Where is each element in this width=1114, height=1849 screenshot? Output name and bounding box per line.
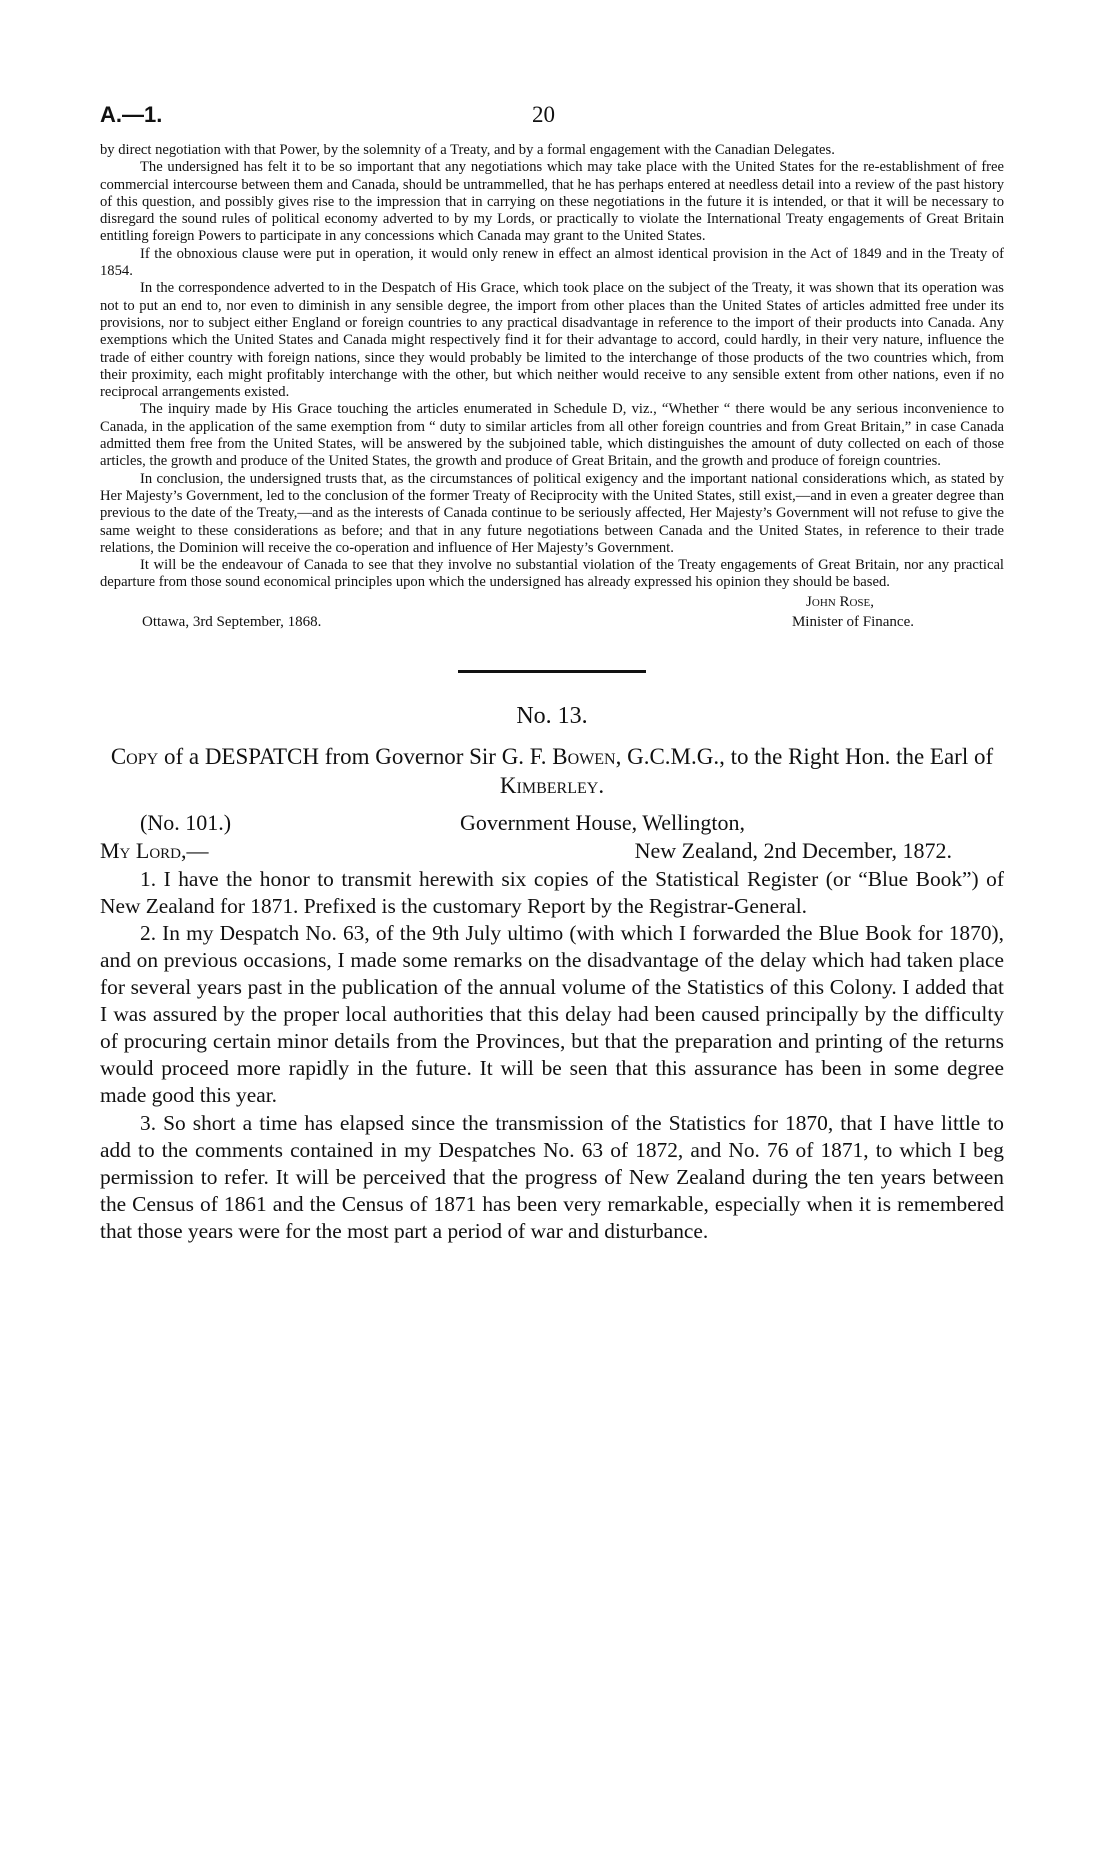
despatch-paragraph: 2. In my Despatch No. 63, of the 9th July ultimo (with which I forwarded the Blue Book for 1870), and on previous occasions, I made some remarks on the disadvantage of the delay which had taken place for several years past in the publication of the annual volume of the Statistics of this Colony. I added that I was assured by the proper local authorities that this delay had been caused principally by the difficulty of procuring certain minor details from the Provinces, but that the preparation and printing of the returns would proceed more rapidly in the future. It will be seen that this assurance has been in some degree made good this year.: [100, 920, 1004, 1108]
despatch-address: [100, 808, 1004, 866]
letter-paragraph: If the obnoxious clause were put in operation, it would only renew in effect an almost identical provision in the Act of 1849 and in the Treaty of 1854.: [100, 245, 1004, 280]
letter-paragraph: by direct negotiation with that Power, by the solemnity of a Treaty, and by a formal engagement with the Canadian Delegates.: [100, 142, 835, 158]
document-page: [100, 96, 1004, 1245]
running-head: [100, 96, 1004, 130]
despatch-paragraph: 3. So short a time has elapsed since the transmission of the Statistics for 1870, that I have little to add to the comments contained in my Despatches No. 63 of 1872, and No. 76 of 1871, to which I beg permission to refer. It will be perceived that the progress of New Zealand during the ten years between the Census of 1861 and the Census of 1871 has been very remarkable, especially when it is remembered that those years were for the most part a period of war and disturbance.: [100, 1110, 1004, 1243]
despatch-body: [100, 866, 1004, 1245]
heading-text: .: [598, 772, 605, 798]
address-line: Government House, Wellington,: [460, 809, 746, 835]
heading-sender: Bowen: [552, 743, 616, 769]
despatch-heading: [100, 742, 1004, 800]
signatory-name: John Rose,: [806, 593, 874, 610]
letter-paragraph: The undersigned has felt it to be so important that any negotiations which may take place with the United States for the re-establishment of free commercial intercourse between them and Canada, should be untrammelled, that he has perhaps entered at needless detail into a review of the past history of this question, and possibly gives rise to the impression that in carrying on these negotiations in the future it is intended, or that it will be necessary to disregard the sound rules of political economy adverted to by my Lords, or practically to violate the International Treaty engagements of Great Britain entitling foreign Powers to participate in any concessions which Canada may grant to the United States.: [100, 159, 1004, 245]
despatch-no: (No. 101.): [140, 809, 232, 835]
signatory-title: Minister of Finance.: [791, 613, 914, 630]
document-reference: A.—1.: [100, 102, 163, 127]
salutation: My Lord,—: [100, 837, 209, 863]
section-divider: [458, 670, 646, 673]
heading-copy: Copy: [110, 743, 159, 769]
letter-body: [100, 142, 1004, 592]
page-number: 20: [532, 102, 555, 127]
signature-block: [100, 594, 1004, 634]
despatch-paragraph: 1. I have the honor to transmit herewith six copies of the Statistical Register (or “Blue Book”) of New Zealand for 1871. Prefixed is the customary Report by the Registrar-General.: [100, 866, 1004, 918]
despatch-number: No. 13.: [516, 702, 588, 729]
letter-paragraph: In the correspondence adverted to in the Despatch of His Grace, which took place on the subject of the Treaty, it was shown that its operation was not to put an end to, nor even to diminish in any sensible degree, the import from other places than the United States of articles admitted free under its provisions, nor to subject either England or foreign countries to any practical disadvantage in reference to the import of their products into Canada. Any exemptions which the United States and Canada might respectively find it for their advantage to accord, could hardly, in their very nature, influence the trade of either country with foreign nations, since they would probably be limited to the interchange of those products of the two countries which, from their proximity, each might profitably interchange with the other, but which neither would receive to any sensible extent from other nations, even if no reciprocal arrangements existed.: [100, 280, 1004, 401]
heading-text: , G.C.M.G., to the Right Hon. the Earl of: [615, 743, 994, 769]
letter-paragraph: In conclusion, the undersigned trusts that, as the circumstances of political exigency and the important national considerations which, as stated by Her Majesty’s Government, led to the conclusion of the former Treaty of Reciprocity with the United States, still exist,—and in even a greater degree than previous to the date of the Treaty,—and as the interests of Canada continue to be seriously affected, Her Majesty’s Government will not refuse to give the same weight to these considerations as before; and that in any future negotiations between Canada and the United States, in reference to their trade relations, the Dominion will receive the co-operation and influence of Her Majesty’s Government.: [100, 470, 1004, 556]
letter-paragraph: The inquiry made by His Grace touching the articles enumerated in Schedule D, viz., “Whether “ there would be any serious inconvenience to Canada, in the application of the same exemption from “ duty to similar articles from all other foreign countries and from Great Britain,” in case Canada admitted them free from the United States, will be answered by the subjoined table, which distinguishes the amount of duty collected on each of those articles, the growth and produce of the United States, the growth and produce of Great Britain, and the growth and produce of foreign countries.: [100, 401, 1004, 470]
letter-paragraph: It will be the endeavour of Canada to see that they involve no substantial violation of the Treaty engagements of Great Britain, nor any practical departure from those sound economical principles upon which the undersigned has already expressed his opinion they should be based.: [100, 557, 1004, 591]
address-line: New Zealand, 2nd December, 1872.: [634, 837, 952, 863]
heading-recipient: Kimberley: [499, 772, 599, 798]
place-date: Ottawa, 3rd September, 1868.: [142, 613, 322, 630]
heading-text: of a DESPATCH from Governor Sir G. F.: [158, 743, 553, 769]
